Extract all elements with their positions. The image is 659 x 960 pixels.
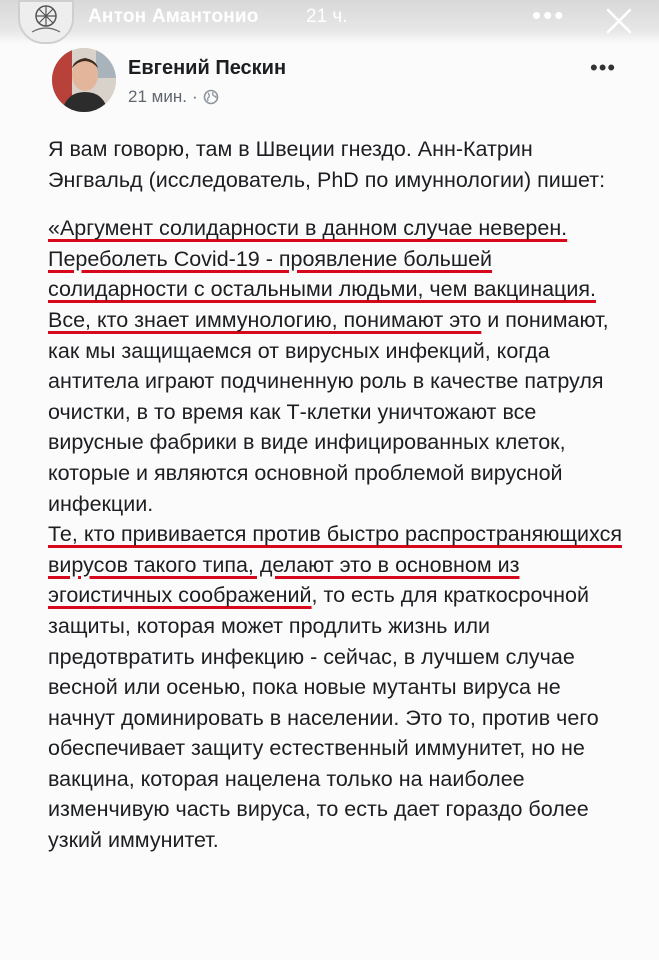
- underlined-passage-1: «Аргумент солидарности в данном случае неверен. Переболеть Covid-19 - проявление большей солидарности с остальными людьми, чем вакцинация. Все, кто знает иммунологию, понимают это: [48, 216, 596, 332]
- story-author-name[interactable]: Антон Амантонио: [88, 6, 259, 27]
- quote-1-continuation: и понимают, как мы защищаемся от вирусных инфекций, когда антитела играют подчиненную роль в качестве патруля очистки, в то время как Т-клетки уничтожают все вирусные фабрики в виде инфицированных клеток, которые и являются основной проблемой вирусной инфекции.: [48, 307, 609, 516]
- post-quote-2: [48, 519, 628, 856]
- post-text: [48, 134, 628, 856]
- underlined-passage-2: Те, кто прививается против быстро распространяющихся вирусов такого типа, делают это в основном из эгоистичных соображений: [48, 522, 622, 608]
- post-author-name[interactable]: Евгений Пескин: [128, 57, 287, 79]
- post-intro: Я вам говорю, там в Швеции гнездо. Анн-Катрин Энгвальд (исследователь, PhD по имуннологии) пишет:: [48, 137, 606, 192]
- quote-2-continuation: , то есть для краткосрочной защиты, которая может продлить жизнь или предотвратить инфекцию - сейчас, в лучшем случае весной или осенью, пока новые мутанты вируса не начнут доминировать в населении. Это то, против чего обеспечивает защиту естественный иммунитет, но не вакцина, которая нацелена только на наиболее изменчивую часть вируса, то есть дает гораздо более узкий иммунитет.: [48, 583, 599, 853]
- close-icon[interactable]: [604, 6, 634, 36]
- meta-separator: ·: [191, 87, 198, 106]
- globe-icon: [203, 89, 219, 105]
- post-meta: [128, 87, 219, 107]
- story-more-button[interactable]: •••: [532, 0, 566, 30]
- post-quote-1: [48, 213, 628, 519]
- logo-icon: [20, 2, 72, 42]
- post-timestamp[interactable]: 21 мин.: [128, 87, 187, 106]
- post-options-button[interactable]: •••: [590, 55, 617, 80]
- profile-photo: [52, 48, 116, 112]
- story-header: [0, 0, 659, 44]
- avatar[interactable]: [52, 48, 116, 112]
- story-timestamp: 21 ч.: [306, 6, 348, 27]
- story-avatar[interactable]: [18, 0, 74, 44]
